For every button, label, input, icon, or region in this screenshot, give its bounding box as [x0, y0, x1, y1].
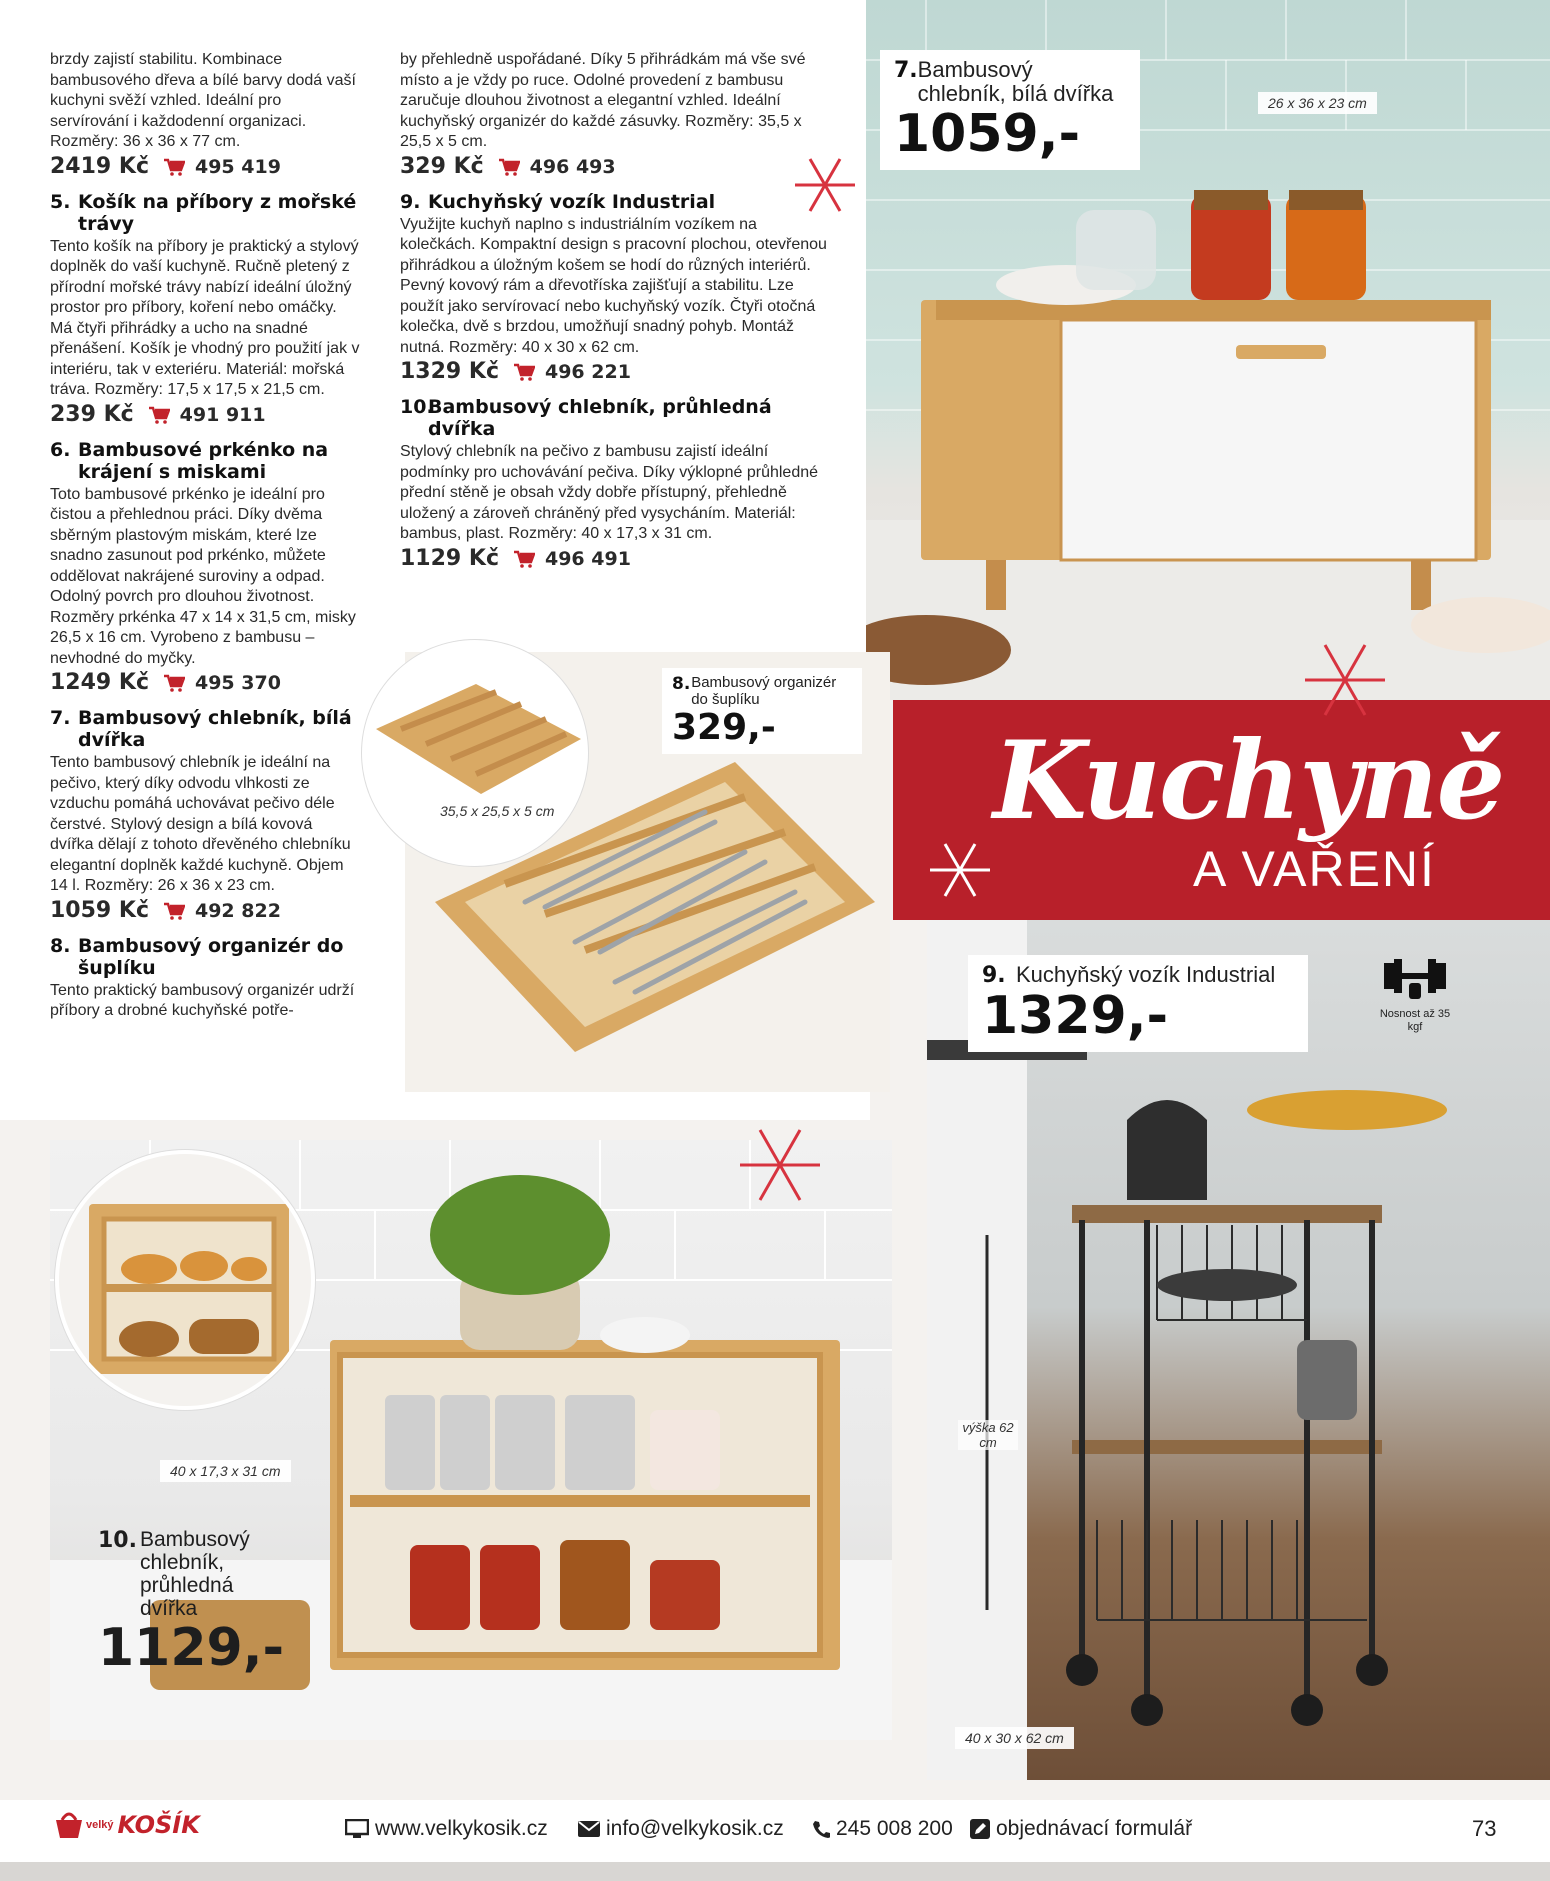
cart-icon — [148, 406, 170, 424]
footer-email-text: info@velkykosik.cz — [606, 1817, 784, 1840]
item-title: Bambusové prkénko na krájení s miskami — [78, 438, 329, 483]
item-code: 496 491 — [544, 547, 631, 570]
tag-number: 8. — [672, 674, 691, 694]
price-tag-10 — [98, 1528, 298, 1676]
monitor-icon — [345, 1819, 369, 1839]
footer-email[interactable] — [578, 1817, 784, 1841]
product-item-6 — [50, 439, 360, 694]
logo-small-text: velký — [86, 1819, 114, 1831]
price-tag-8 — [662, 668, 862, 754]
item-description: Tento bambusový chlebník je ideální na pečivo, který díky odvodu vlhkosti ze vzduchu pomáhá uchovávat pečivo déle čerstvé. Stylový design a bílá kovová dvířka dělají z tohoto dřevěného chlebníku elegantní doplněk každé kuchyně. Objem 14 l. Rozměry: 26 x 36 x 23 cm. — [50, 754, 351, 894]
item-description: by přehledně uspořádané. Díky 5 přihrádkám má vše své místo a je vždy po ruce. Odolné provedení z bambusu zaručuje dlouhou životnost a elegantní vzhled. Ideální kuchyňský organizér do každé zásuvky. Rozměry: 35,5 x 25,5 x 5 cm. — [400, 51, 806, 150]
tag-heading — [672, 674, 852, 708]
snowflake-icon — [735, 1120, 825, 1210]
tag-price: 1329,- — [982, 986, 1169, 1046]
item-number: 7. — [50, 707, 71, 729]
product-item-8 — [50, 935, 360, 1022]
tag-number: 10. — [98, 1528, 137, 1553]
tag-name: Bambusový organizér do šuplíku — [691, 674, 837, 708]
price-tag-9 — [968, 955, 1308, 1052]
load-capacity-badge — [1365, 955, 1465, 1055]
item-description: Tento praktický bambusový organizér udrží příbory a drobné kuchyňské potře- — [50, 981, 355, 1019]
item-price: 1329 Kč — [400, 359, 499, 384]
cart-icon — [163, 158, 185, 176]
price-line — [400, 545, 830, 571]
item-price: 329 Kč — [400, 153, 484, 179]
continued-item-4 — [50, 50, 360, 177]
item-number: 6. — [50, 438, 71, 461]
item-description: Využijte kuchyň naplno s industriálním vozíkem na kolečkách. Kompaktní design s pracovní plochou, otevřenou přihrádkou a úložným košem se hodí do různých interiérů. Pevný kovový rám a dřevotříska zajišťují a stabilitu. Lze použít jako servírovací nebo kuchyňský vozík. Čtyři otočná kolečka, dvě s brzdou, umožňují snadný pohyb. Montáž nutná. Rozměry: 40 x 30 x 62 cm. — [400, 215, 827, 356]
weight-icon — [1380, 955, 1450, 1003]
item-price: 2419 Kč — [50, 153, 149, 179]
dimension-label-8: 35,5 x 25,5 x 5 cm — [430, 800, 564, 822]
tag-number: 7. — [894, 58, 918, 83]
item-price: 1249 Kč — [50, 670, 149, 695]
item-title-row — [400, 396, 830, 440]
logo-text: KOŠÍK — [117, 1811, 200, 1839]
tag-name: Bambusový chlebník, průhledná dvířka — [140, 1528, 250, 1620]
price-line — [400, 359, 830, 384]
product-item-10 — [400, 396, 830, 569]
footer-order-form[interactable] — [970, 1817, 1192, 1841]
organizer-empty-illustration — [366, 644, 588, 866]
item-title-row — [50, 191, 360, 235]
product-item-9 — [400, 191, 830, 383]
item-number: 5. — [50, 190, 71, 213]
item-number: 10. — [400, 396, 434, 418]
footer-order-form-text: objednávací formulář — [996, 1817, 1193, 1840]
item-code: 496 493 — [529, 155, 616, 178]
envelope-icon — [578, 1821, 600, 1837]
tag-heading — [894, 58, 1126, 106]
footer-bottom-strip — [0, 1862, 1550, 1881]
item-description: Stylový chlebník na pečivo z bambusu zajistí ideální podmínky pro uchovávání pečiva. Díky výklopné průhledné přední stěně je obsah vždy dobře přístupný, přehledně uložený a zároveň chráněný před vysycháním. Materiál: bambus, plast. Rozměry: 40 x 17,3 x 31 cm. — [400, 443, 819, 542]
item-description: brzdy zajistí stabilitu. Kombinace bambusového dřeva a bílé barvy dodá vaší kuchyni svěží vzhled. Ideální pro servírování i každodenní organizaci. Rozměry: 36 x 36 x 77 cm. — [50, 51, 356, 150]
item-code: 491 911 — [179, 403, 266, 426]
continued-item-8 — [400, 50, 830, 177]
cart-icon — [163, 902, 185, 920]
item-code: 495 419 — [194, 155, 281, 178]
item-title-row — [50, 935, 360, 979]
cart-icon — [163, 674, 185, 692]
dimension-label-7: 26 x 36 x 23 cm — [1258, 92, 1377, 114]
footer-phone-text: 245 008 200 — [836, 1817, 953, 1840]
banner-title: Kuchyně — [993, 718, 1504, 844]
bread-box-inset-circle — [55, 1150, 315, 1410]
item-price: 1129 Kč — [400, 545, 499, 571]
footer-website-text: www.velkykosik.cz — [375, 1817, 548, 1840]
brand-logo[interactable] — [52, 1808, 200, 1842]
footer-website[interactable] — [345, 1817, 548, 1841]
cart-icon — [498, 158, 520, 176]
tag-name: Kuchyňský vozík Industrial — [1016, 962, 1276, 987]
item-title-row — [50, 439, 360, 483]
basket-logo-icon — [52, 1808, 86, 1842]
item-price: 1059 Kč — [50, 897, 149, 923]
item-title-row — [400, 191, 830, 213]
text-column-1 — [50, 50, 360, 1036]
item-description: Toto bambusové prkénko je ideální pro čistou a přehlednou práci. Díky dvěma sběrným plastovým miskám, které lze snadno zasunout pod prkénko, můžete oddělovat nakrájené suroviny a odpad. Odolný povrch pro dlouhou životnost. Rozměry prkénka 47 x 14 x 31,5 cm, misky 26,5 x 16 cm. Vyrobeno z bambusu – nevhodné do myčky. — [50, 485, 356, 667]
snowflake-icon — [790, 150, 860, 220]
snowflake-icon — [925, 835, 995, 905]
price-line — [400, 153, 830, 179]
tag-heading — [982, 963, 1294, 988]
bread-box-loaded-illustration — [59, 1154, 315, 1410]
item-code: 492 822 — [194, 899, 281, 922]
organizer-inset-circle — [362, 640, 588, 866]
tag-price: 1059,- — [894, 104, 1081, 164]
phone-icon — [812, 1820, 830, 1838]
item-code: 496 221 — [544, 361, 631, 383]
tag-price: 329,- — [672, 707, 776, 748]
item-title: Bambusový chlebník, bílá dvířka — [78, 707, 352, 751]
snowflake-icon — [1300, 635, 1390, 725]
page-number: 73 — [1472, 1816, 1497, 1841]
product-item-5 — [50, 191, 360, 425]
item-number: 8. — [50, 934, 71, 957]
height-label: výška 62 cm — [958, 1420, 1018, 1450]
cart-icon — [513, 363, 535, 381]
item-code: 495 370 — [194, 672, 281, 694]
price-line — [50, 401, 360, 427]
item-title-row — [50, 707, 360, 751]
item-price: 239 Kč — [50, 401, 134, 427]
item-title: Košík na příbory z mořské trávy — [78, 190, 357, 235]
price-line — [50, 670, 360, 695]
tag-number: 9. — [982, 963, 1006, 988]
load-capacity-text: Nosnost až 35 kgf — [1379, 1008, 1451, 1033]
text-column-2 — [400, 50, 830, 583]
form-edit-icon — [970, 1819, 990, 1839]
tag-heading — [98, 1528, 298, 1620]
price-line — [50, 897, 360, 923]
banner-subtitle: A VAŘENÍ — [1193, 841, 1436, 897]
tag-name: Bambusový chlebník, bílá dvířka — [917, 57, 1114, 106]
price-line — [50, 153, 360, 179]
price-tag-7 — [880, 50, 1140, 170]
tag-price: 1129,- — [98, 1618, 285, 1678]
dimension-label-10: 40 x 17,3 x 31 cm — [160, 1460, 291, 1482]
item-title: Kuchyňský vozík Industrial — [428, 190, 716, 213]
item-title: Bambusový chlebník, průhledná dvířka — [428, 396, 772, 440]
product-item-7 — [50, 707, 360, 921]
item-title: Bambusový organizér do šuplíku — [78, 934, 344, 979]
cart-icon — [513, 550, 535, 568]
dimension-label-9: 40 x 30 x 62 cm — [955, 1727, 1074, 1749]
footer-phone[interactable] — [812, 1817, 953, 1841]
item-description: Tento košík na příbory je praktický a stylový doplněk do vaší kuchyně. Ručně pletený z přírodní mořské trávy nabízí ideální úložný prostor pro příbory, koření nebo omáčky. Má čtyři přihrádky a ucho na snadné přenášení. Košík je vhodný pro použití jak v interiéru, tak v exteriéru. Materiál: mořská tráva. Rozměry: 17,5 x 17,5 x 21,5 cm. — [50, 237, 360, 398]
item-number: 9. — [400, 190, 421, 213]
